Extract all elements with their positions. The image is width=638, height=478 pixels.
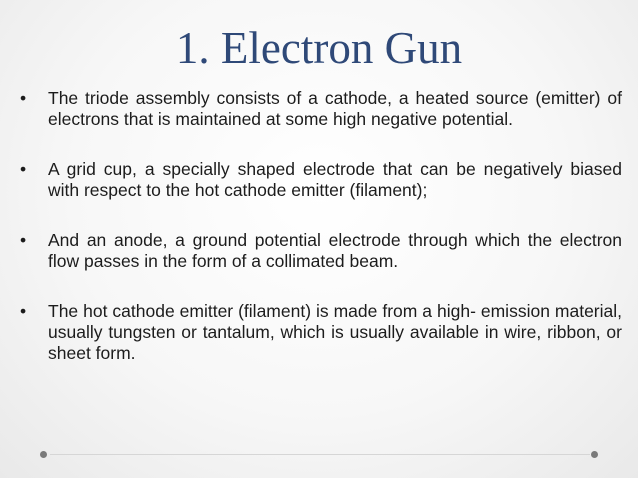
bullet-item [18, 88, 622, 130]
footer-dot-right-icon [591, 451, 598, 458]
bullet-item [18, 159, 622, 201]
bullet-item [18, 230, 622, 272]
bullet-dot-icon: • [20, 88, 27, 108]
bullet-text: A grid cup, a specially shaped electrode that can be negatively biased with respect to the hot cathode emitter (filament); [48, 159, 622, 200]
bullet-list [18, 88, 622, 364]
slide-title: 1. Electron Gun [175, 23, 463, 73]
bullet-text: The hot cathode emitter (filament) is made from a high- emission material, usually tungsten or tantalum, which is usually available in wire, ribbon, or sheet form. [48, 301, 622, 363]
footer-divider [50, 454, 590, 455]
bullet-dot-icon: • [20, 301, 27, 321]
bullet-text: The triode assembly consists of a cathode, a heated source (emitter) of electrons that is maintained at some high negative potential. [48, 88, 622, 129]
bullet-item [18, 301, 622, 364]
bullet-dot-icon: • [20, 230, 27, 250]
footer-dot-left-icon [40, 451, 47, 458]
bullet-dot-icon: • [20, 159, 27, 179]
bullet-text: And an anode, a ground potential electrode through which the electron flow passes in the form of a collimated beam. [48, 230, 622, 271]
